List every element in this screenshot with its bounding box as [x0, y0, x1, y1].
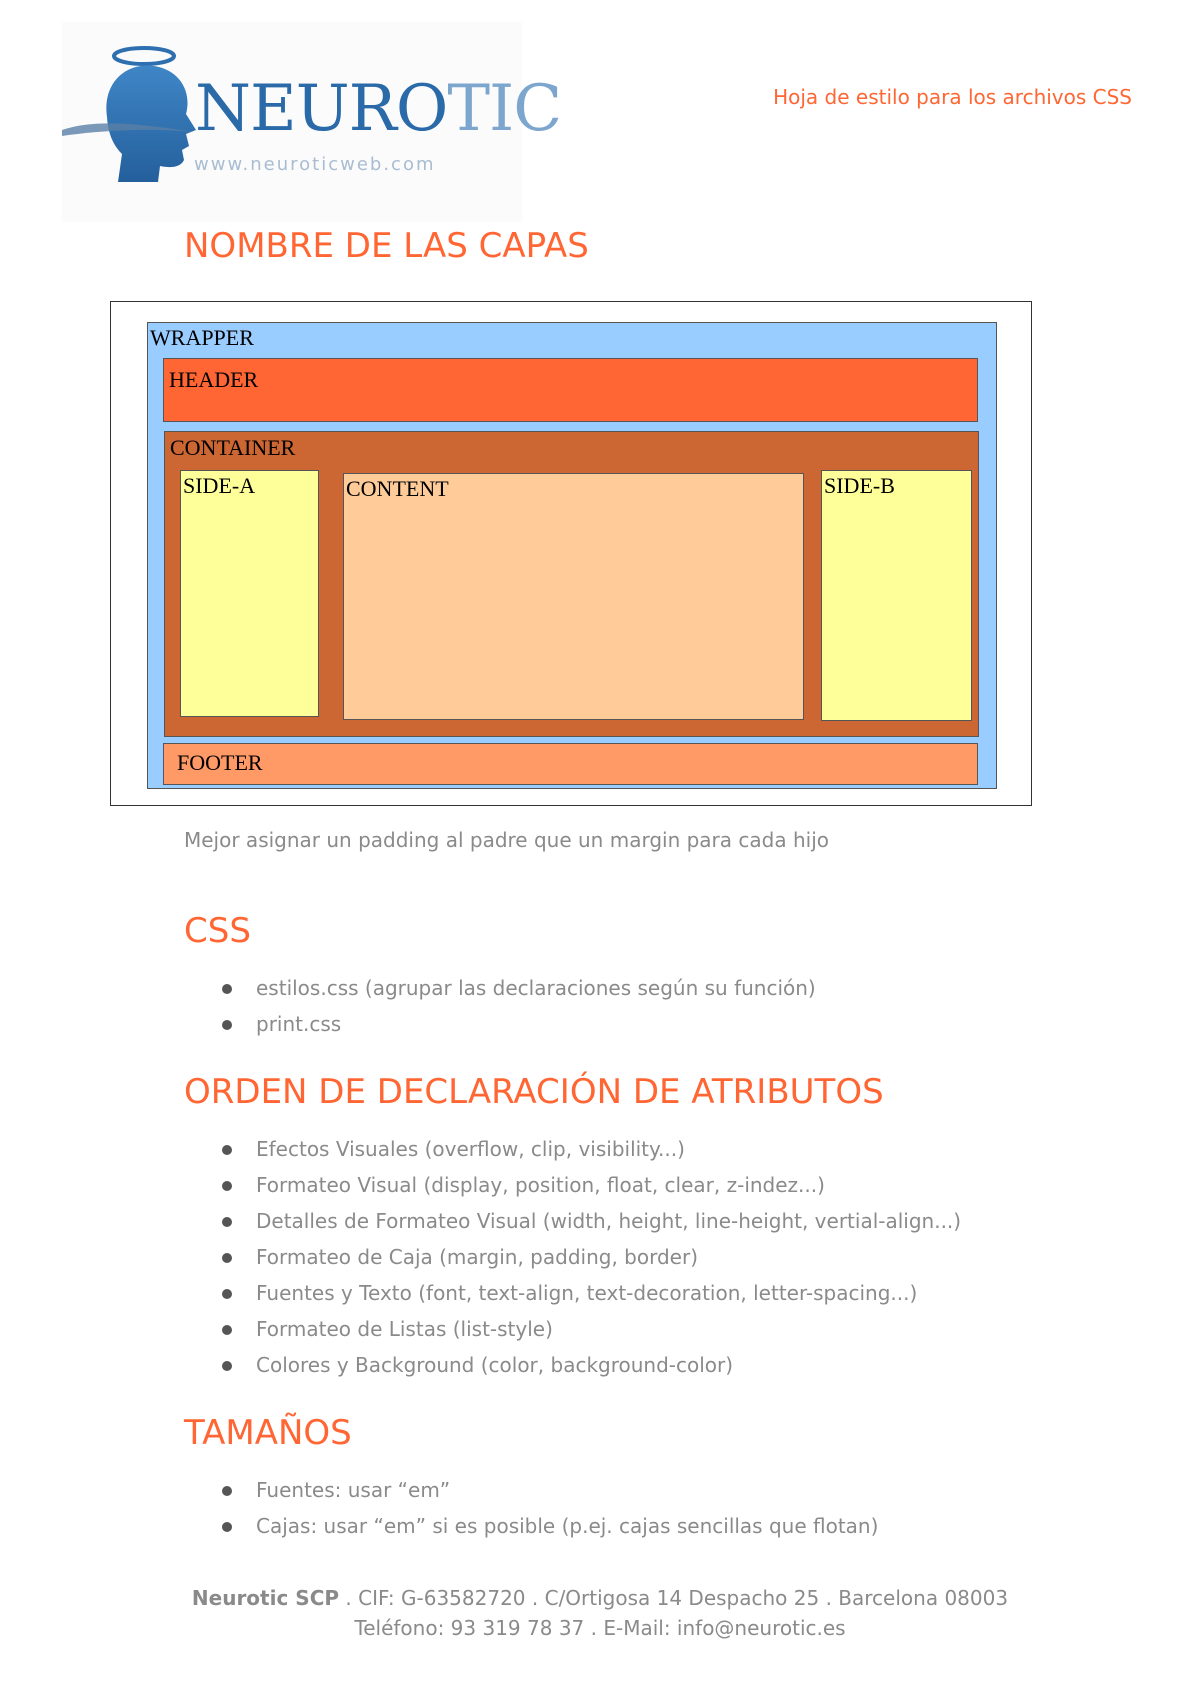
sizes-list: [222, 1472, 878, 1544]
list-item: [222, 1239, 961, 1275]
footer-contact: Teléfono: 93 319 78 37 . E-Mail: info@neurotic.es: [354, 1616, 846, 1640]
diagram-footer-label: FOOTER: [177, 750, 263, 775]
bullet-icon: [222, 1145, 232, 1155]
heading-layers: NOMBRE DE LAS CAPAS: [184, 226, 589, 266]
list-item: [222, 970, 816, 1006]
list-item: [222, 1006, 816, 1042]
diagram-side-a-label: SIDE-A: [183, 473, 256, 498]
list-item-text: estilos.css (agrupar las declaraciones según su función): [256, 976, 816, 1000]
list-item-text: Colores y Background (color, background-color): [256, 1353, 734, 1377]
bullet-icon: [222, 1361, 232, 1371]
bullet-icon: [222, 1522, 232, 1532]
diagram-header-box: [163, 358, 978, 422]
bullet-icon: [222, 1486, 232, 1496]
bullet-icon: [222, 1020, 232, 1030]
diagram-side-b-box: [821, 470, 972, 721]
list-item-text: Efectos Visuales (overflow, clip, visibility...): [256, 1137, 685, 1161]
list-item: [222, 1203, 961, 1239]
list-item-text: Detalles de Formateo Visual (width, height, line-height, vertial-align...): [256, 1209, 962, 1233]
list-item-text: print.css: [256, 1012, 342, 1036]
list-item: [222, 1131, 961, 1167]
heading-css: CSS: [184, 911, 251, 951]
logo-url: www.neuroticweb.com: [194, 154, 436, 175]
logo-wordmark-main: NEURO: [195, 72, 448, 146]
list-item: [222, 1275, 961, 1311]
list-item-text: Fuentes y Texto (font, text-align, text-decoration, letter-spacing...): [256, 1281, 918, 1305]
logo-wordmark-tail: TIC: [447, 72, 562, 146]
list-item: [222, 1347, 961, 1383]
bullet-icon: [222, 984, 232, 994]
diagram-header-label: HEADER: [169, 367, 259, 392]
list-item-text: Formateo de Listas (list-style): [256, 1317, 553, 1341]
document-title: Hoja de estilo para los archivos CSS: [773, 85, 1132, 109]
diagram-content-label: CONTENT: [346, 476, 449, 501]
footer-address-rest: . CIF: G-63582720 . C/Ortigosa 14 Despacho 25 . Barcelona 08003: [339, 1586, 1009, 1610]
bullet-icon: [222, 1253, 232, 1263]
diagram-container-label: CONTAINER: [170, 435, 296, 460]
list-item-text: Formateo Visual (display, position, float, clear, z-indez...): [256, 1173, 825, 1197]
list-item-text: Formateo de Caja (margin, padding, border): [256, 1245, 698, 1269]
order-list: [222, 1131, 961, 1383]
list-item: [222, 1508, 878, 1544]
css-list: [222, 970, 816, 1042]
footer-company: Neurotic SCP: [191, 1586, 340, 1610]
list-item: [222, 1167, 961, 1203]
list-item-text: Cajas: usar “em” si es posible (p.ej. cajas sencillas que flotan): [256, 1514, 879, 1538]
diagram-side-a-box: [180, 470, 319, 717]
footer-address: [0, 1586, 1200, 1610]
heading-order: ORDEN DE DECLARACIÓN DE ATRIBUTOS: [184, 1072, 884, 1112]
list-item-text: Fuentes: usar “em”: [256, 1478, 451, 1502]
company-logo: [62, 22, 562, 222]
list-item: [222, 1472, 878, 1508]
diagram-content-box: [343, 473, 804, 720]
bullet-icon: [222, 1181, 232, 1191]
logo-wordmark: [195, 72, 561, 146]
diagram-footer-box: [163, 743, 978, 785]
bullet-icon: [222, 1217, 232, 1227]
heading-sizes: TAMAÑOS: [184, 1413, 352, 1453]
bullet-icon: [222, 1325, 232, 1335]
list-item: [222, 1311, 961, 1347]
diagram-wrapper-label: WRAPPER: [150, 325, 254, 350]
layers-diagram: [110, 301, 1032, 806]
diagram-note: Mejor asignar un padding al padre que un margin para cada hijo: [184, 828, 829, 852]
bullet-icon: [222, 1289, 232, 1299]
diagram-side-b-label: SIDE-B: [824, 473, 895, 498]
